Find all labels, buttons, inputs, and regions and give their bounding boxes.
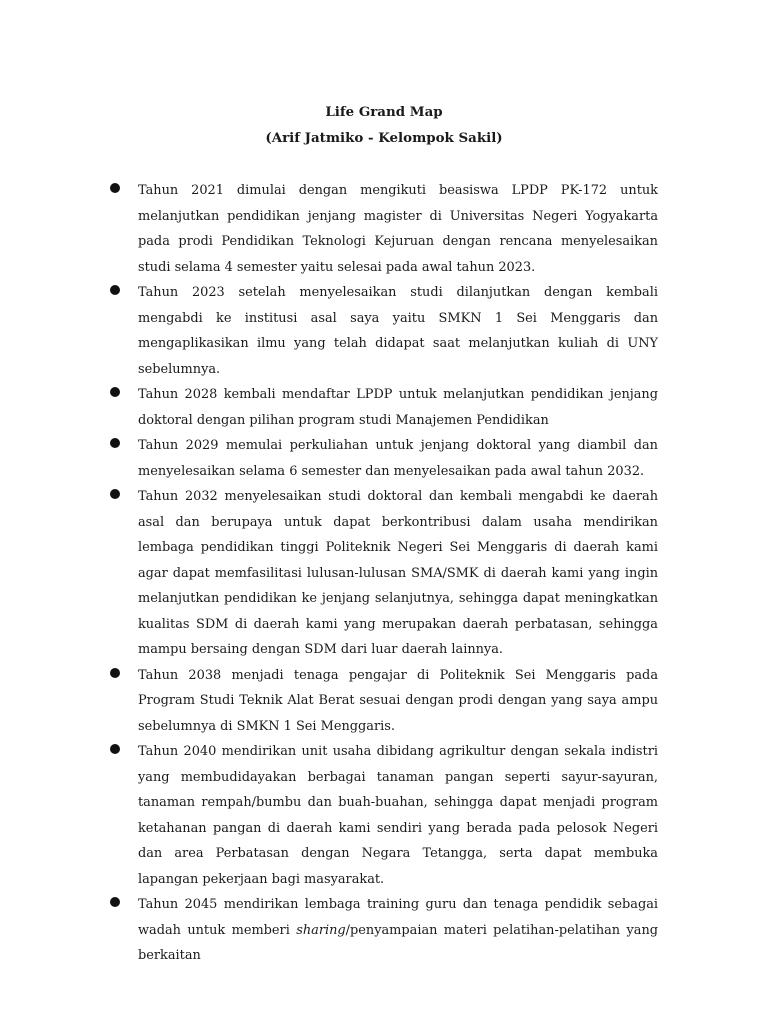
bullet-icon [110, 183, 120, 193]
list-item-text: Tahun 2040 mendirikan unit usaha dibidang agrikultur dengan sekala indistri yang membudidayakan berbagai tanaman pangan seperti sayur-sayuran, tanaman rempah/bumbu dan buah-buahan, sehingga dapat menjadi program ketahanan pangan di daerah kami sendiri yang berada pada pelosok Negeri dan area Perbatasan dengan Negara Tetangga, serta dapat membuka lapangan pekerjaan bagi masyarakat. [138, 744, 658, 887]
list-item [0, 433, 768, 484]
bullet-icon [110, 438, 120, 448]
bullet-icon [110, 387, 120, 397]
bullet-icon [110, 668, 120, 678]
list-item-text: Tahun 2038 menjadi tenaga pengajar di Politeknik Sei Menggaris pada Program Studi Teknik Alat Berat sesuai dengan prodi dengan yang saya ampu sebelumnya di SMKN 1 Sei Menggaris. [138, 667, 658, 734]
list-item [0, 739, 768, 892]
list-item [0, 663, 768, 740]
list-item-text-part: Tahun 2045 mendirikan lembaga training guru dan tenaga pendidik sebagai wadah untuk memberi [138, 897, 658, 938]
list-item-text: Tahun 2021 dimulai dengan mengikuti beasiswa LPDP PK-172 untuk melanjutkan pendidikan jenjang magister di Universitas Negeri Yogyakarta pada prodi Pendidikan Teknologi Kejuruan dengan rencana menyelesaikan studi selama 4 semester yaitu selesai pada awal tahun 2023. [138, 183, 658, 275]
bullet-list [0, 178, 768, 969]
bullet-icon [110, 744, 120, 754]
document-subtitle: (Arif Jatmiko - Kelompok Sakil) [265, 130, 503, 146]
bullet-icon [110, 897, 120, 907]
list-item-text-part: /penyampaian materi pelatihan-pelatihan yang berkaitan [138, 922, 658, 963]
bullet-icon [110, 489, 120, 499]
list-item [0, 280, 768, 382]
list-item-text: Tahun 2032 menyelesaikan studi doktoral dan kembali mengabdi ke daerah asal dan berupaya untuk dapat berkontribusi dalam usaha mendirikan lembaga pendidikan tinggi Politeknik Negeri Sei Menggaris di daerah kami agar dapat memfasilitasi lulusan-lulusan SMA/SMK di daerah kami yang ingin melanjutkan pendidikan ke jenjang selanjutnya, sehingga dapat meningkatkan kualitas SDM di daerah kami yang merupakan daerah perbatasan, sehingga mampu bersaing dengan SDM dari luar daerah lainnya. [138, 489, 658, 657]
list-item [0, 892, 768, 969]
document-title: Life Grand Map [325, 104, 443, 120]
list-item-italic-term: sharing [296, 922, 346, 938]
list-item-text: Tahun 2023 setelah menyelesaikan studi dilanjutkan dengan kembali mengabdi ke institusi asal saya yaitu SMKN 1 Sei Menggaris dan mengaplikasikan ilmu yang telah didapat saat melanjutkan kuliah di UNY sebelumnya. [138, 285, 658, 377]
list-item-text [138, 892, 658, 969]
list-item [0, 382, 768, 433]
list-item [0, 178, 768, 280]
list-item-text: Tahun 2028 kembali mendaftar LPDP untuk melanjutkan pendidikan jenjang doktoral dengan pilihan program studi Manajemen Pendidikan [138, 387, 658, 428]
list-item-text: Tahun 2029 memulai perkuliahan untuk jenjang doktoral yang diambil dan menyelesaikan selama 6 semester dan menyelesaikan pada awal tahun 2032. [138, 438, 658, 479]
list-item [0, 484, 768, 663]
bullet-icon [110, 285, 120, 295]
